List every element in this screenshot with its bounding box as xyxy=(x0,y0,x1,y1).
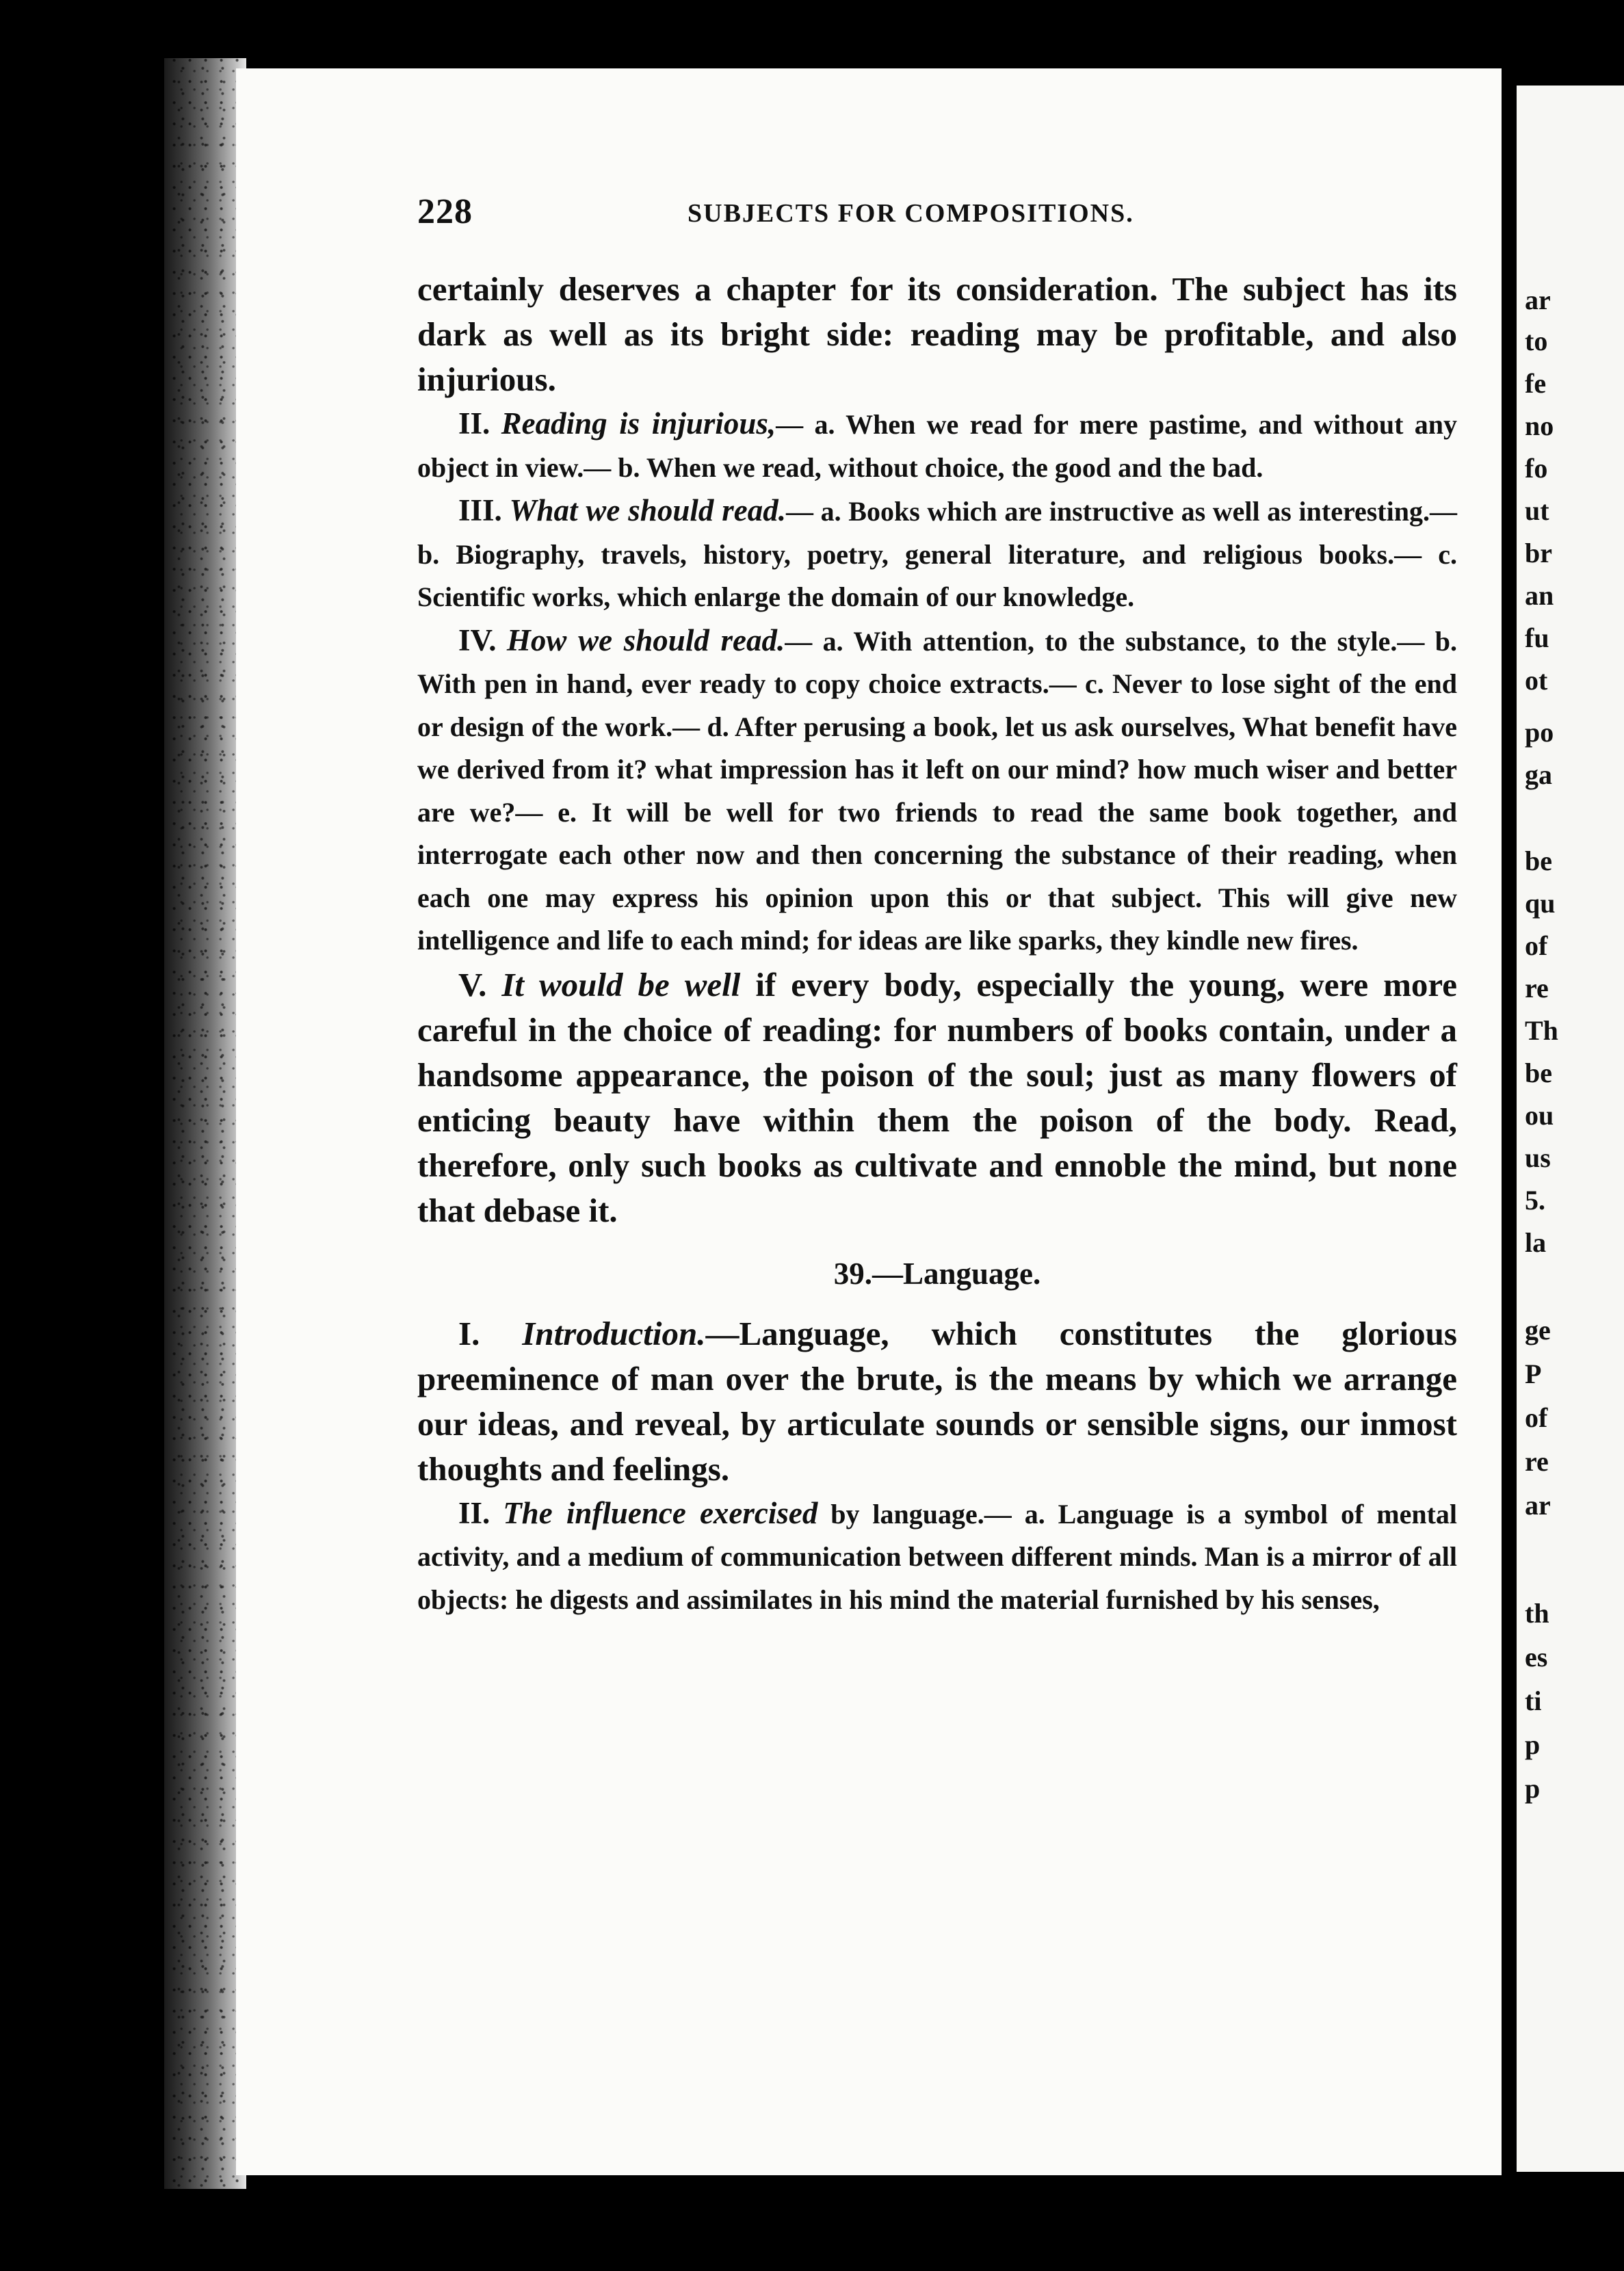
facing-fragment: be xyxy=(1525,1058,1552,1088)
running-head: SUBJECTS FOR COMPOSITIONS. xyxy=(687,199,1134,228)
section-heading: 39.—Language. xyxy=(833,1256,1041,1291)
section-title: The influence exercised xyxy=(503,1495,818,1530)
facing-fragment: 5. xyxy=(1525,1185,1545,1216)
section-title: It would be well xyxy=(501,965,741,1003)
paragraph-how-to-read xyxy=(417,619,1457,962)
section-text: —Language, which constitutes the glorious preeminence of man over the brute, is the means by which we arrange our ideas, and reveal, by articulate sounds or sensible signs, our inmost thoughts and feelings. xyxy=(417,1314,1457,1488)
page-body xyxy=(417,267,1457,1621)
facing-fragment: us xyxy=(1525,1142,1551,1173)
facing-fragment: th xyxy=(1525,1598,1549,1629)
facing-fragment: an xyxy=(1525,580,1554,611)
section-text: by language.— a. Language is a symbol of mental activity, and a medium of communication between different minds. Man is a mirror of all objects: he digests and assimilates in his mind the material furnished by his senses, xyxy=(417,1498,1458,1615)
facing-fragment: of xyxy=(1525,1402,1548,1433)
facing-fragment: be xyxy=(1525,845,1552,876)
facing-fragment: of xyxy=(1525,930,1548,961)
section-title: Introduction. xyxy=(522,1314,706,1352)
section-numeral: V. xyxy=(458,965,487,1003)
facing-fragment: la xyxy=(1525,1227,1547,1258)
section-numeral: I. xyxy=(458,1314,480,1352)
paragraph-language-introduction xyxy=(417,1311,1457,1492)
section-title: What we should read. xyxy=(509,493,786,527)
page-header xyxy=(417,192,1471,233)
section-numeral: IV. xyxy=(458,622,497,657)
section-title: Reading is injurious, xyxy=(501,406,776,441)
facing-fragment: fe xyxy=(1525,368,1547,399)
paragraph-reading-injurious xyxy=(417,402,1457,489)
section-title: How we should read. xyxy=(506,622,785,657)
facing-fragment: br xyxy=(1525,538,1552,568)
facing-fragment: qu xyxy=(1525,888,1556,919)
paragraph-what-to-read xyxy=(417,489,1457,619)
facing-fragment: es xyxy=(1525,1642,1548,1672)
section-numeral: II. xyxy=(458,406,490,441)
facing-fragment: po xyxy=(1525,717,1554,748)
facing-fragment: ot xyxy=(1525,665,1548,696)
section-text: if every body, especially the young, were more careful in the choice of reading: for numbers of books contain, under a handsome appearance, the poison of the soul; just as many flowers of enticing beauty have within them the poison of the body. Read, therefore, only such books as cultivate and ennoble the mind, but none that debase it. xyxy=(417,965,1458,1229)
facing-fragment: fo xyxy=(1525,453,1548,484)
facing-fragment: re xyxy=(1525,973,1549,1003)
facing-fragment: re xyxy=(1525,1446,1549,1477)
facing-fragment: fu xyxy=(1525,622,1549,653)
section-text: — a. Books which are instructive as well as interesting.— b. Biography, travels, history, poetry, general literature, and religious books.— c. Scientific works, which enlarge the domain of our knowledge. xyxy=(417,496,1457,612)
page-edge xyxy=(1508,82,1517,2189)
facing-page xyxy=(1517,86,1624,2172)
facing-fragment: ar xyxy=(1525,1490,1551,1521)
paragraph-it-would-be-well xyxy=(417,962,1457,1233)
section-text: — a. With attention, to the substance, to the style.— b. With pen in hand, ever ready to copy choice extracts.— c. Never to lose sight of the end or design of the work.— d. After perusing a book, let us ask ourselves, What benefit have we derived from it? what impression has it left on our mind? how much wiser and better are we?— e. It will be well for two friends to read the same book together, and interrogate each other now and then concerning the substance of their reading, when each one may express his opinion upon this or that subject. This will give new intelligence and life to each mind; for ideas are like sparks, they kindle new fires. xyxy=(417,625,1457,956)
facing-fragment: Th xyxy=(1525,1015,1558,1046)
intro-paragraph: certainly deserves a chapter for its consideration. The subject has its dark as well as its bright side: reading may be profitable, and also injurious. xyxy=(417,270,1457,398)
facing-fragment: ge xyxy=(1525,1315,1551,1345)
section-numeral: II. xyxy=(458,1495,490,1530)
section-numeral: III. xyxy=(458,493,502,527)
gutter-speckle xyxy=(171,58,239,2189)
facing-fragment: ti xyxy=(1525,1685,1542,1716)
paragraph-language-influence xyxy=(417,1492,1457,1622)
facing-fragment: ga xyxy=(1525,759,1552,790)
facing-fragment: ar xyxy=(1525,285,1551,315)
facing-fragment: no xyxy=(1525,410,1554,441)
facing-fragment: ou xyxy=(1525,1100,1554,1131)
facing-fragment: P xyxy=(1525,1358,1542,1389)
facing-fragment: p xyxy=(1525,1729,1541,1760)
facing-fragment: ut xyxy=(1525,495,1549,526)
facing-fragment: p xyxy=(1525,1773,1541,1804)
page-number: 228 xyxy=(417,192,473,231)
section-text: — a. When we read for mere pastime, and without any object in view.— b. When we read, without choice, the good and the bad. xyxy=(417,409,1457,483)
facing-fragment: to xyxy=(1525,326,1548,356)
